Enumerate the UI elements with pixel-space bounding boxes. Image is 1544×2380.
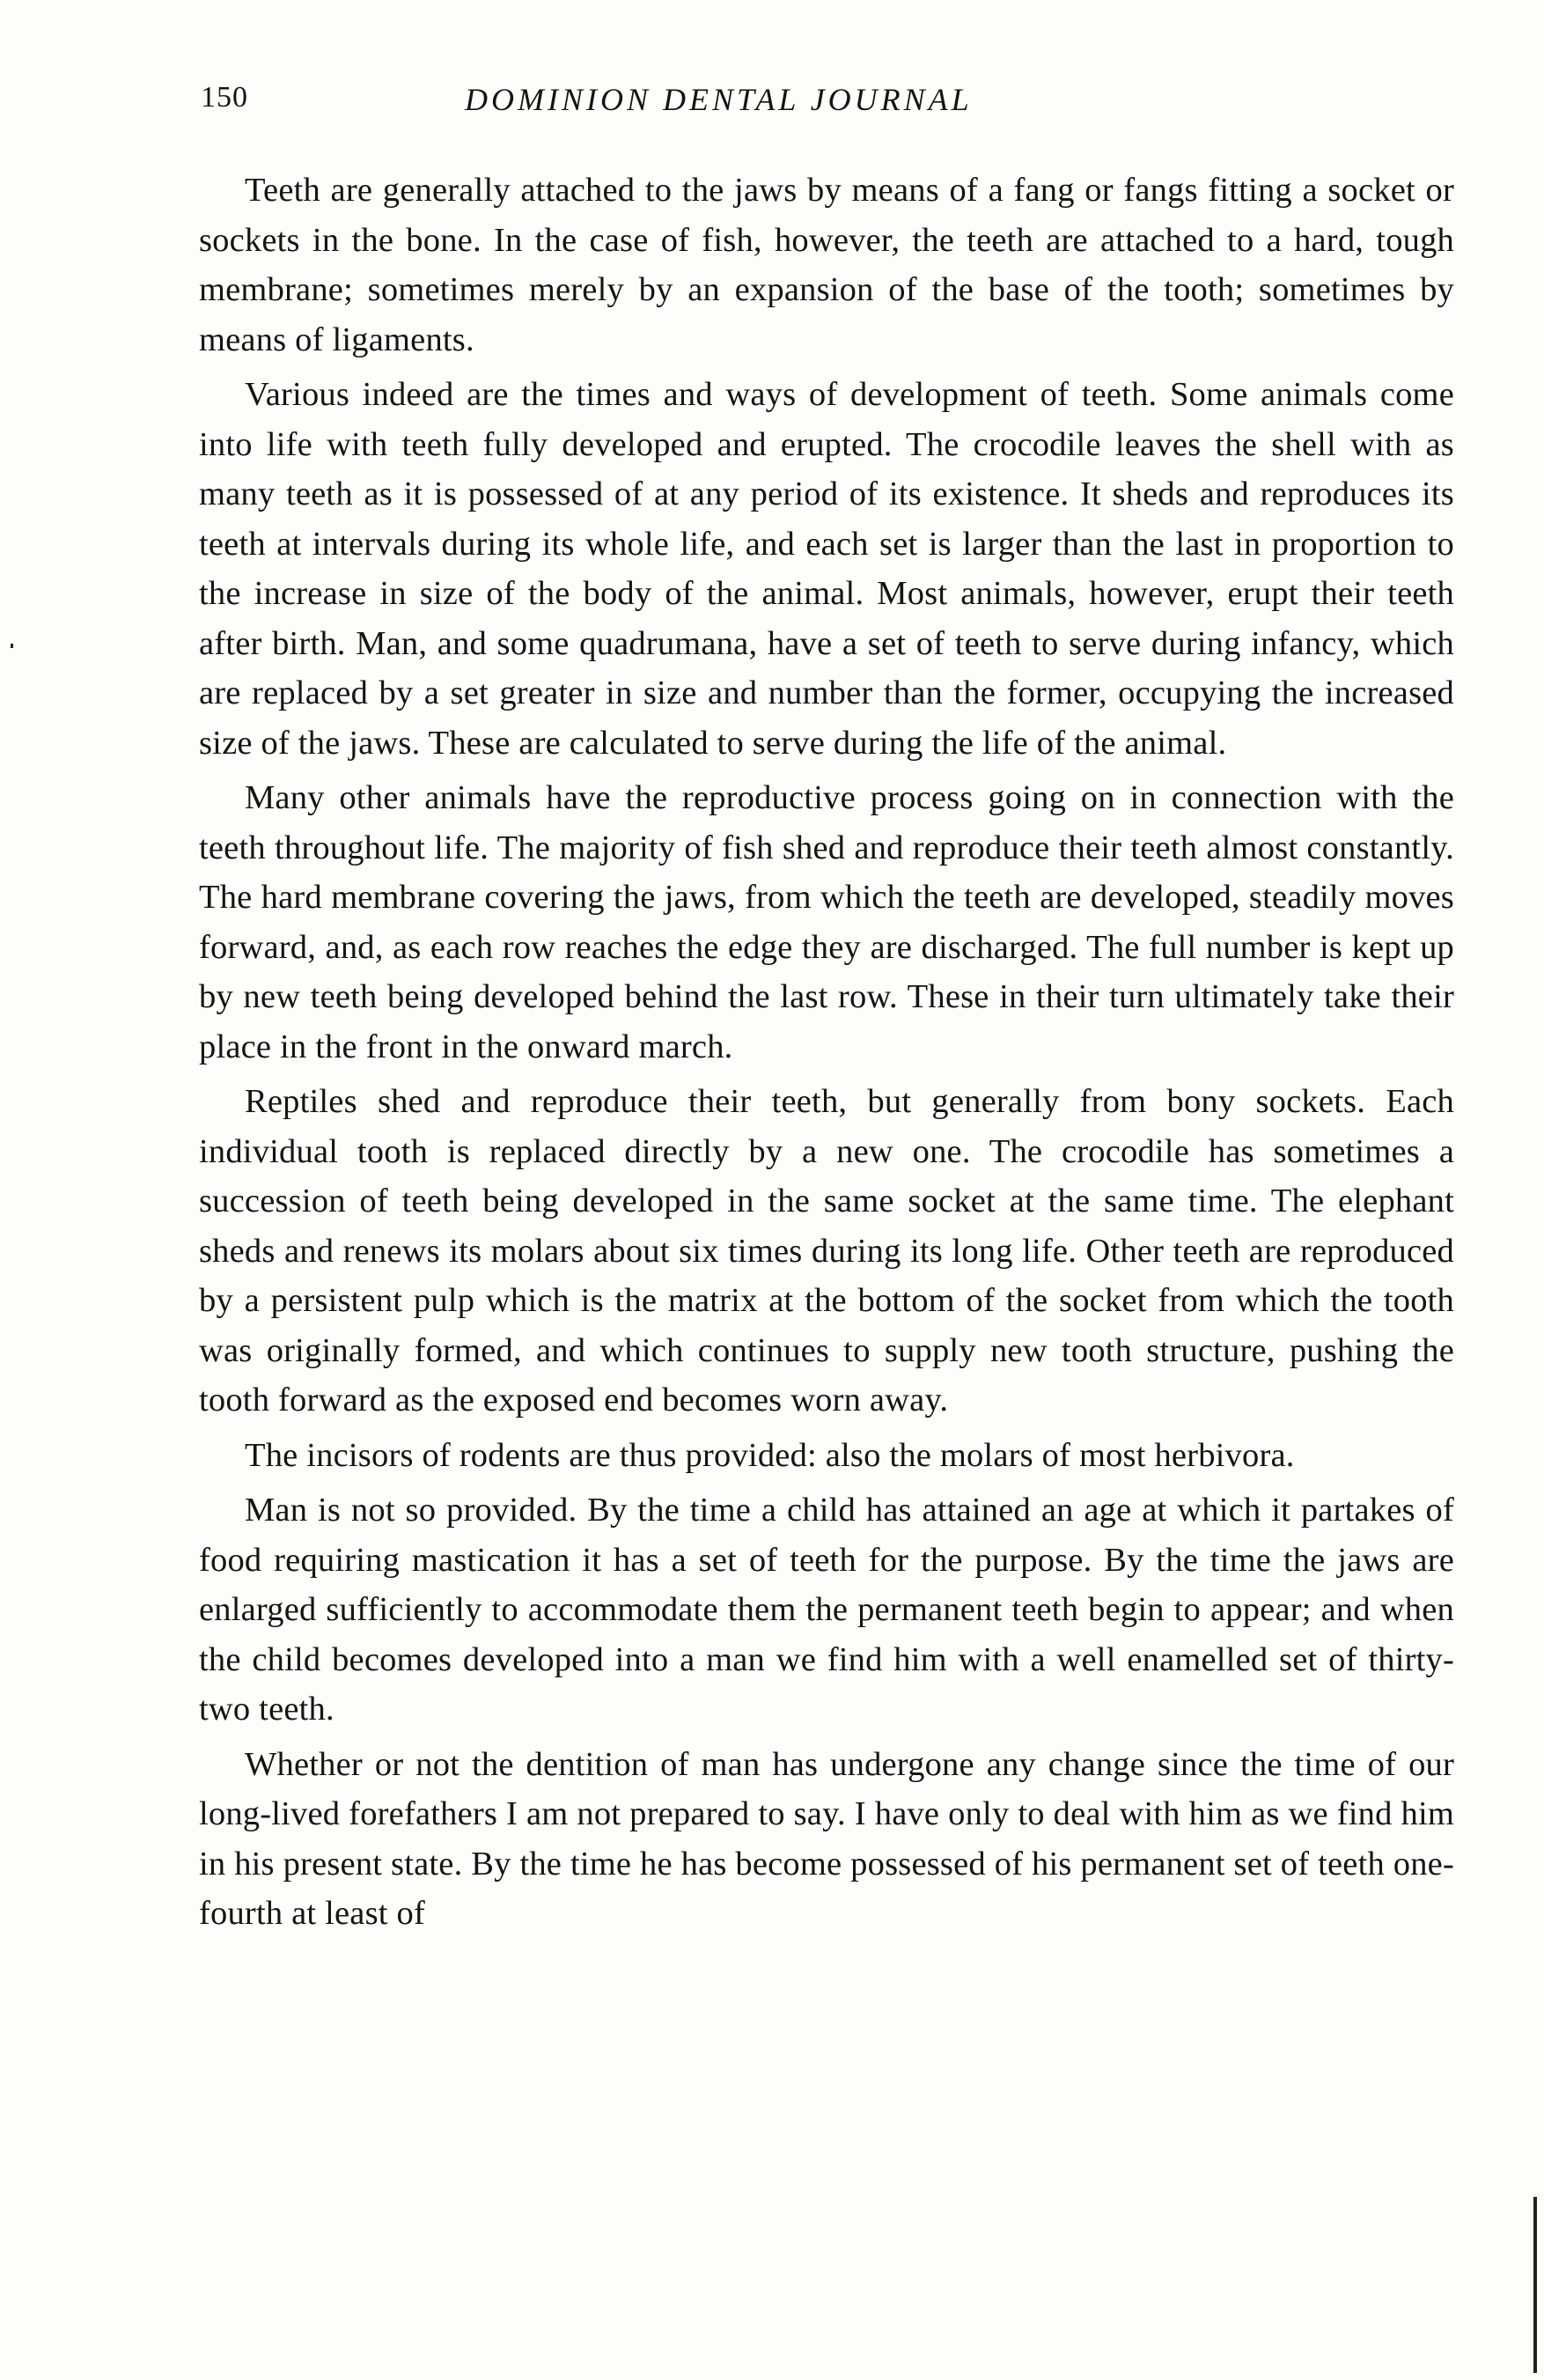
- scan-speck: [11, 644, 13, 648]
- paragraph-reproductive-process: Many other animals have the reproductive process going on in connection with the teeth throughout life. The majority of fish shed and reproduce their teeth almost constantly. The hard membrane covering the jaws, from which the teeth are developed, steadily moves forward, and, as each row reaches the edge they are discharged. The full number is kept up by new teeth being developed behind the last row. These in their turn ultimately take their place in the front in the onward march.: [199, 779, 1454, 1065]
- running-title: DOMINION DENTAL JOURNAL: [465, 82, 973, 117]
- binding-edge-line: [1533, 2197, 1537, 2373]
- page-header: [201, 81, 1468, 134]
- paragraph-fangs: Teeth are generally attached to the jaws by means of a fang or fangs fitting a socket or sockets in the bone. In the case of fish, however, the teeth are attached to a hard, tough membrane; sometimes merely by an expansion of the base of the tooth; sometimes by means of ligaments.: [199, 172, 1454, 358]
- paragraph-reptiles: Reptiles shed and reproduce their teeth, but generally from bony sockets. Each individual tooth is replaced directly by a new one. The crocodile has sometimes a succession of teeth being developed in the same socket at the same time. The elephant sheds and renews its molars about six times during its long life. Other teeth are reproduced by a persistent pulp which is the matrix at the bottom of the socket from which the tooth was originally formed, and which continues to supply new tooth structure, pushing the tooth forward as the exposed end becomes worn away.: [199, 1083, 1454, 1418]
- paragraph-development: Various indeed are the times and ways of development of teeth. Some animals come into life with teeth fully developed and erupted. The crocodile leaves the shell with as many teeth as it is possessed of at any period of its existence. It sheds and reproduces its teeth at intervals during its whole life, and each set is larger than the last in proportion to the increase in size of the body of the animal. Most animals, however, erupt their teeth after birth. Man, and some quadrumana, have a set of teeth to serve during infancy, which are replaced by a set greater in size and number than the former, occupying the increased size of the jaws. These are calculated to serve during the life of the animal.: [199, 376, 1454, 762]
- article-body: [199, 166, 1454, 1939]
- paragraph-man: Man is not so provided. By the time a child has attained an age at which it partakes of food requiring mastication it has a set of teeth for the purpose. By the time the jaws are enlarged sufficiently to accommodate them the permanent teeth begin to appear; and when the child becomes developed into a man we find him with a well enamelled set of thirty-two teeth.: [199, 1492, 1454, 1728]
- page-number: 150: [201, 81, 248, 114]
- paragraph-dentition-change: Whether or not the dentition of man has undergone any change since the time of our long-lived forefathers I am not prepared to say. I have only to deal with him as we find him in his present state. By the time he has become possessed of his permanent set of teeth one-fourth at least of: [199, 1745, 1454, 1932]
- paragraph-rodents: The incisors of rodents are thus provided: also the molars of most herbivora.: [245, 1436, 1295, 1474]
